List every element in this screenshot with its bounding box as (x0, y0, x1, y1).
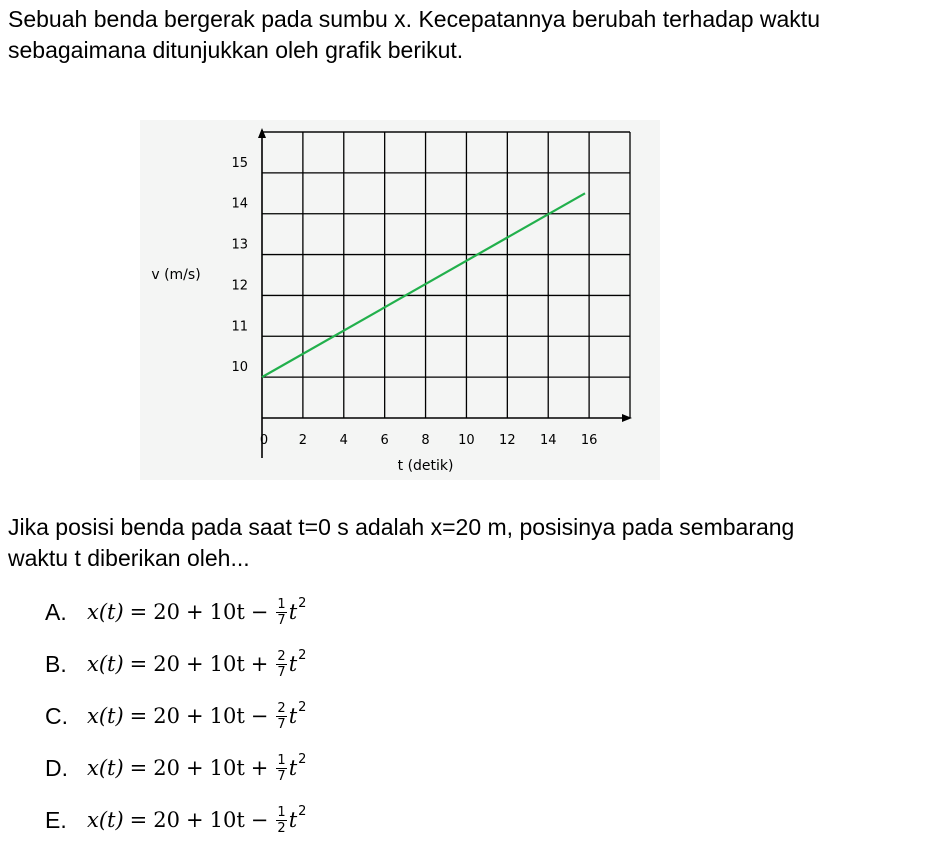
formula-eq: = (129, 600, 148, 624)
fraction-numerator: 1 (277, 752, 286, 768)
y-axis-label: v (m/s) (151, 267, 201, 283)
option-c[interactable] (45, 690, 306, 742)
formula-eq: = (129, 756, 148, 780)
fraction-numerator: 1 (277, 596, 286, 612)
formula-op1: + (186, 704, 204, 728)
formula-linear: 10t (209, 600, 245, 624)
formula-const: 20 (153, 704, 181, 728)
velocity-time-chart (140, 120, 660, 480)
formula-lhs: x(t) (87, 600, 124, 624)
x-tick-label: 4 (339, 433, 348, 448)
y-tick-label: 11 (231, 319, 248, 335)
option-letter: B. (45, 650, 67, 677)
formula-const: 20 (153, 600, 181, 624)
formula-eq: = (129, 808, 148, 832)
formula-linear: 10t (209, 756, 245, 780)
y-tick-label: 13 (231, 237, 248, 253)
option-formula (87, 701, 306, 732)
option-formula (87, 649, 306, 680)
fraction-denominator: 7 (277, 768, 286, 784)
formula-lhs: x(t) (87, 756, 124, 780)
formula-linear: 10t (209, 808, 245, 832)
x-tick-label: 6 (380, 433, 389, 448)
formula-var: t (288, 704, 298, 728)
option-formula (87, 805, 306, 836)
question-text (8, 512, 943, 574)
option-letter: D. (45, 754, 68, 781)
formula-lhs: x(t) (87, 652, 124, 676)
formula-power: 2 (298, 751, 307, 767)
formula-var: t (288, 600, 298, 624)
formula-op1: + (186, 808, 204, 832)
question-line-2: waktu t diberikan oleh... (8, 545, 250, 571)
formula-var: t (288, 808, 298, 832)
formula-op2: + (250, 652, 269, 676)
x-tick-label: 12 (499, 433, 516, 448)
x-tick-label: 0 (259, 433, 269, 448)
option-e[interactable] (45, 794, 306, 846)
option-a[interactable] (45, 586, 306, 638)
formula-var: t (288, 756, 298, 780)
y-tick-label: 15 (231, 155, 248, 171)
option-letter: A. (45, 598, 67, 625)
answer-options (45, 586, 306, 846)
formula-power: 2 (298, 699, 307, 715)
option-letter: C. (45, 702, 68, 729)
formula-lhs: x(t) (87, 808, 124, 832)
series-line (262, 193, 585, 377)
formula-const: 20 (153, 756, 181, 780)
formula-const: 20 (153, 808, 181, 832)
formula-linear: 10t (209, 652, 245, 676)
fraction-denominator: 2 (277, 820, 286, 836)
formula-linear: 10t (209, 704, 245, 728)
formula-power: 2 (298, 595, 307, 611)
formula-power: 2 (298, 647, 307, 663)
y-tick-label: 10 (231, 360, 248, 376)
y-tick-label: 14 (231, 196, 248, 212)
formula-fraction (276, 753, 286, 784)
fraction-denominator: 7 (277, 716, 286, 732)
option-b[interactable] (45, 638, 306, 690)
formula-eq: = (129, 652, 148, 676)
question-line-1: Jika posisi benda pada saat t=0 s adalah x=20 m, posisinya pada sembarang (8, 514, 795, 540)
formula-op1: + (186, 652, 204, 676)
formula-fraction (276, 597, 286, 628)
formula-op2: − (250, 704, 269, 728)
problem-intro: Sebuah benda bergerak pada sumbu x. Kecepatannya berubah terhadap waktu sebagaimana ditunjukkan oleh grafik berikut. (8, 6, 820, 63)
formula-op2: − (250, 808, 269, 832)
formula-lhs: x(t) (87, 704, 124, 728)
x-tick-label: 2 (298, 433, 308, 448)
x-tick-label: 8 (421, 433, 430, 448)
y-tick-label: 12 (231, 278, 248, 294)
option-formula (87, 753, 306, 784)
fraction-numerator: 1 (277, 804, 286, 820)
fraction-numerator: 2 (277, 648, 286, 664)
formula-var: t (288, 652, 298, 676)
formula-const: 20 (153, 652, 181, 676)
formula-op1: + (186, 600, 204, 624)
x-axis-label: t (detik) (397, 458, 454, 474)
option-d[interactable] (45, 742, 306, 794)
formula-fraction (276, 805, 286, 836)
x-tick-label: 14 (539, 433, 557, 448)
y-axis-arrow (258, 128, 266, 138)
formula-op1: + (186, 756, 204, 780)
fraction-denominator: 7 (277, 664, 286, 680)
fraction-denominator: 7 (277, 612, 286, 628)
x-tick-label: 16 (580, 433, 598, 448)
x-tick-label: 10 (458, 433, 475, 448)
formula-eq: = (129, 704, 148, 728)
formula-fraction (276, 701, 286, 732)
formula-op2: − (250, 600, 269, 624)
option-letter: E. (45, 806, 67, 833)
formula-power: 2 (298, 803, 307, 819)
formula-op2: + (250, 756, 269, 780)
option-formula (87, 597, 306, 628)
fraction-numerator: 2 (277, 700, 286, 716)
chart-svg (140, 120, 660, 480)
formula-fraction (276, 649, 286, 680)
